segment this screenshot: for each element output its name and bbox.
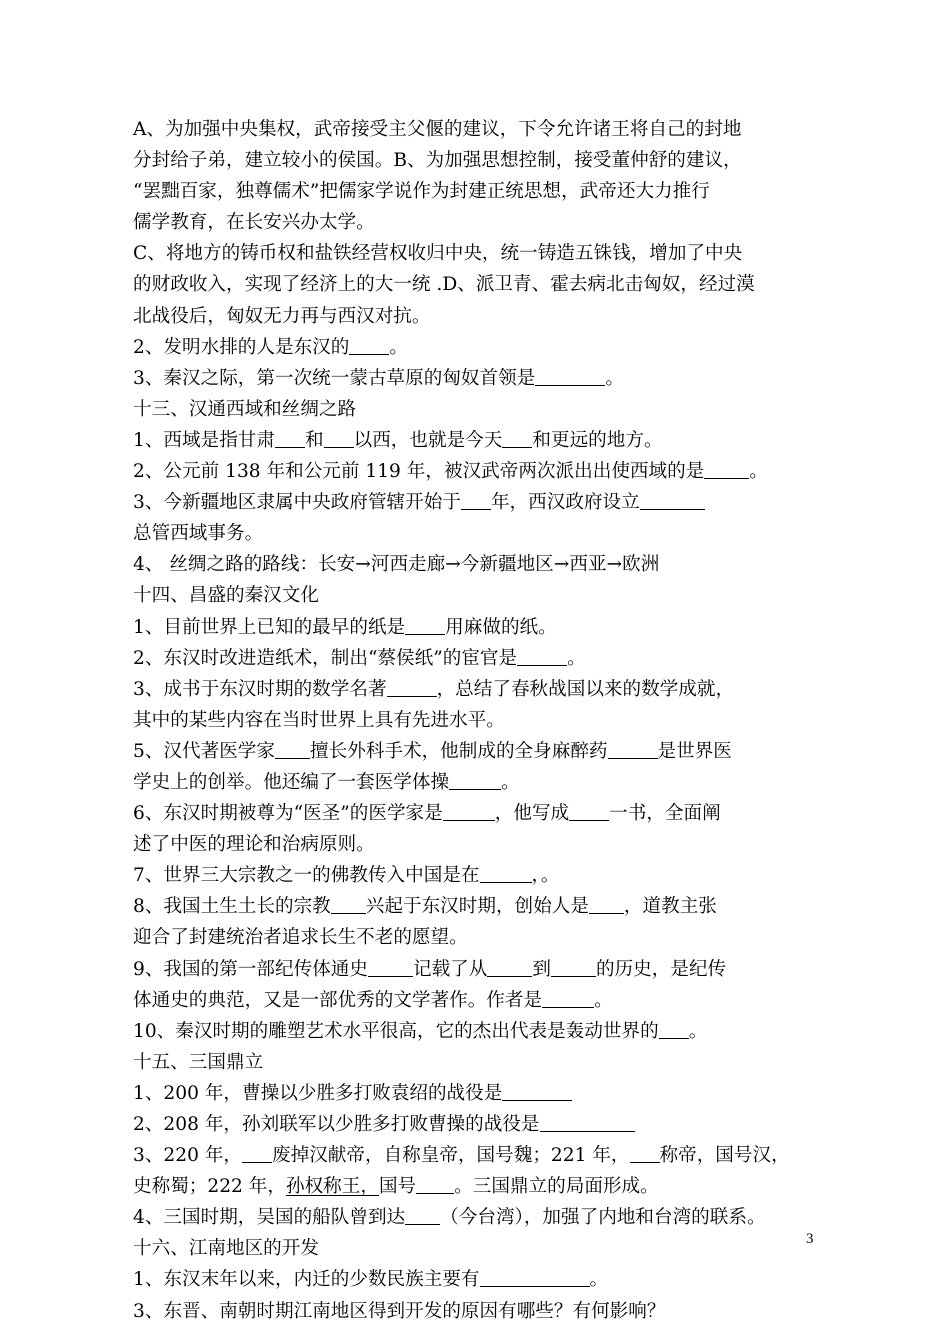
answer-blank[interactable] (461, 491, 491, 510)
question-text: 8、我国土生土长的宗教 (133, 896, 331, 918)
line-text: C、将地方的铸币权和盐铁经营权收归中央，统一铸造五铢钱，增加了中央 (133, 243, 743, 265)
line-text: 北战役后，匈奴无力再与西汉对抗。 (133, 305, 431, 327)
question-line (133, 1078, 833, 1109)
question-line (133, 1171, 833, 1202)
question-text: 6、东汉时期被尊为“医圣”的医学家是 (133, 803, 443, 825)
question-text: 9、我国的第一部纪传体通史 (133, 958, 368, 980)
line-text: 述了中医的理论和治病原则。 (133, 834, 375, 856)
answer-blank[interactable] (449, 771, 501, 790)
question-text: 称帝，国号汉， (659, 1145, 790, 1167)
heading-text: 十六、江南地区的开发 (133, 1238, 319, 1260)
question-line (133, 891, 833, 922)
question-text: 史称蜀；222 年， (133, 1176, 286, 1198)
section-heading (133, 1047, 833, 1078)
text-line (133, 705, 833, 736)
answer-blank[interactable] (659, 1020, 689, 1039)
section-heading (133, 1233, 833, 1264)
question-text: 。 (389, 336, 408, 358)
answer-blank[interactable] (368, 958, 413, 977)
document-body (133, 114, 833, 1327)
question-text: ，。 (531, 865, 560, 887)
heading-text: 十三、汉通西域和丝绸之路 (133, 398, 357, 420)
question-text: 3、成书于东汉时期的数学名著 (133, 678, 387, 700)
question-text: 到 (532, 958, 551, 980)
question-text: 年，西汉政府设立 (490, 492, 640, 514)
question-line (133, 487, 833, 518)
page-number: 3 (806, 1231, 814, 1247)
question-text: 。 (501, 771, 520, 793)
heading-text: 十五、三国鼎立 (133, 1051, 264, 1073)
question-text: 和更远的地方。 (532, 429, 663, 451)
question-text: 。 (605, 367, 624, 389)
question-text: 的历史，是纪传 (595, 958, 727, 980)
question-text: 。 (594, 989, 613, 1011)
answer-blank[interactable] (640, 491, 705, 510)
question-line (133, 332, 833, 363)
section-heading (133, 580, 833, 611)
heading-text: 十四、昌盛的秦汉文化 (133, 585, 319, 607)
text-line (133, 518, 833, 549)
answer-blank[interactable] (416, 1175, 454, 1194)
question-line (133, 1016, 833, 1047)
question-text: 2、公元前 138 年和公元前 119 年，被汉武帝两次派出出使西域的是 (133, 461, 705, 483)
question-text: 废掉汉献帝，自称皇帝，国号魏；221 年， (272, 1145, 630, 1167)
answer-blank[interactable] (480, 1268, 590, 1287)
question-text: 2、东汉时改进造纸术，制出“蔡侯纸”的宦官是 (133, 647, 518, 669)
answer-blank[interactable] (387, 678, 437, 697)
answer-blank[interactable] (331, 895, 366, 914)
question-line (133, 798, 833, 829)
question-text: 兴起于东汉时期，创始人是 (365, 896, 589, 918)
text-line (133, 145, 833, 176)
line-text: 总管西域事务。 (133, 523, 264, 545)
question-line (133, 985, 833, 1016)
question-line (133, 954, 833, 985)
text-line (133, 549, 833, 580)
answer-blank[interactable] (275, 740, 310, 759)
answer-blank[interactable] (551, 958, 596, 977)
line-text: “罢黜百家，独尊儒术”把儒家学说作为封建正统思想，武帝还大力推行 (133, 181, 710, 203)
question-text: （今台湾），加强了内地和台湾的联系。 (440, 1207, 766, 1229)
question-line (133, 1140, 833, 1171)
question-text: 一书，全面阐 (609, 803, 721, 825)
section-heading (133, 394, 833, 425)
question-line (133, 425, 833, 456)
question-text: 国号 (378, 1176, 417, 1198)
question-text: 是世界医 (657, 740, 732, 762)
answer-blank[interactable] (349, 336, 389, 355)
answer-blank[interactable] (324, 429, 354, 448)
question-line (133, 674, 833, 705)
answer-blank[interactable] (542, 989, 594, 1008)
answer-blank[interactable] (405, 616, 445, 635)
answer-blank[interactable] (487, 958, 532, 977)
line-text: 的财政收入，实现了经济上的大一统 .D、派卫青、霍去病北击匈奴，经过漠 (133, 274, 755, 296)
question-text: 5、汉代著医学家 (133, 740, 275, 762)
question-text: 3、秦汉之际，第一次统一蒙古草原的匈奴首领是 (133, 367, 536, 389)
question-line (133, 736, 833, 767)
question-text: 和 (305, 429, 324, 451)
answer-blank[interactable] (589, 895, 624, 914)
question-line (133, 363, 833, 394)
question-line (133, 643, 833, 674)
question-text: 。 (749, 461, 768, 483)
question-line (133, 1202, 833, 1233)
answer-blank[interactable] (704, 460, 749, 479)
question-text: ，总结了春秋战国以来的数学成就， (436, 678, 735, 700)
question-text: 10、秦汉时期的雕塑艺术水平很高，它的杰出代表是轰动世界的 (133, 1020, 659, 1042)
line-text: 迎合了封建统治者追求长生不老的愿望。 (133, 927, 468, 949)
question-line (133, 860, 833, 891)
question-text: ，道教主张 (623, 896, 717, 918)
question-line (133, 612, 833, 643)
answer-blank[interactable] (502, 1082, 572, 1101)
answer-blank[interactable] (540, 1113, 635, 1132)
question-text: 1、200 年，曹操以少胜多打败袁绍的战役是 (133, 1082, 503, 1104)
question-text: 。 (688, 1020, 708, 1042)
question-text: 用麻做的纸。 (445, 616, 557, 638)
question-text: ，他写成 (494, 803, 570, 825)
question-text: 。 (589, 1269, 609, 1291)
question-line (133, 456, 833, 487)
answer-blank[interactable] (502, 429, 532, 448)
question-text: 擅长外科手术，他制成的全身麻醉药 (310, 740, 608, 762)
text-line (133, 238, 833, 269)
question-line (133, 1264, 833, 1295)
question-line (133, 767, 833, 798)
question-text: 体通史的典范，又是一部优秀的文学著作。作者是 (133, 989, 543, 1011)
question-text: 7、世界三大宗教之一的佛教传入中国是在 (133, 865, 480, 887)
line-text: A、为加强中央集权，武帝接受主父偃的建议，下令允许诸王将自己的封地 (133, 119, 742, 140)
text-line (133, 1296, 833, 1327)
question-text: 1、目前世界上已知的最早的纸是 (133, 616, 406, 638)
text-line (133, 269, 833, 300)
text-line (133, 207, 833, 238)
answer-blank[interactable] (535, 367, 605, 386)
answer-blank[interactable] (443, 802, 495, 821)
text-line (133, 301, 833, 332)
answer-blank[interactable] (242, 1144, 272, 1163)
question-text: 3、今新疆地区隶属中央政府管辖开始于 (133, 492, 461, 514)
underlined-text: 孙权称王， (285, 1176, 379, 1198)
question-text: 1、东汉末年以来，内迁的少数民族主要有 (133, 1269, 480, 1291)
text-line (133, 176, 833, 207)
line-text: 4、 丝绸之路的路线：长安→河西走廊→今新疆地区→西亚→欧洲 (133, 554, 660, 576)
question-text: 3、220 年， (133, 1145, 243, 1167)
question-text: 学史上的创举。他还编了一套医学体操 (133, 771, 450, 793)
answer-blank[interactable] (480, 864, 532, 883)
line-text: 3、东晋、南朝时期江南地区得到开发的原因有哪些？有何影响？ (133, 1300, 666, 1322)
line-text: 儒学教育，在长安兴办太学。 (133, 212, 375, 234)
line-text: 其中的某些内容在当时世界上具有先进水平。 (133, 709, 505, 731)
line-text: 分封给子弟，建立较小的侯国。B、为加强思想控制，接受董仲舒的建议， (133, 150, 742, 172)
question-text: 记载了从 (412, 958, 488, 980)
question-line (133, 1109, 833, 1140)
question-text: 2、208 年，孙刘联军以少胜多打败曹操的战役是 (133, 1114, 540, 1135)
question-text: 。三国鼎立的局面形成。 (454, 1176, 659, 1198)
question-text: 1、西域是指甘肃 (133, 429, 275, 451)
text-line (133, 922, 833, 953)
question-text: 4、三国时期，吴国的船队曾到达 (133, 1207, 406, 1229)
answer-blank[interactable] (569, 802, 609, 821)
question-text: 以西，也就是今天 (353, 429, 503, 451)
question-text: 2、发明水排的人是东汉的 (133, 336, 350, 358)
answer-blank[interactable] (608, 740, 658, 759)
question-text: 。 (567, 647, 586, 669)
answer-blank[interactable] (405, 1206, 440, 1225)
text-line (133, 829, 833, 860)
answer-blank[interactable] (517, 647, 567, 666)
answer-blank[interactable] (275, 429, 305, 448)
text-line (133, 114, 833, 145)
answer-blank[interactable] (630, 1144, 660, 1163)
